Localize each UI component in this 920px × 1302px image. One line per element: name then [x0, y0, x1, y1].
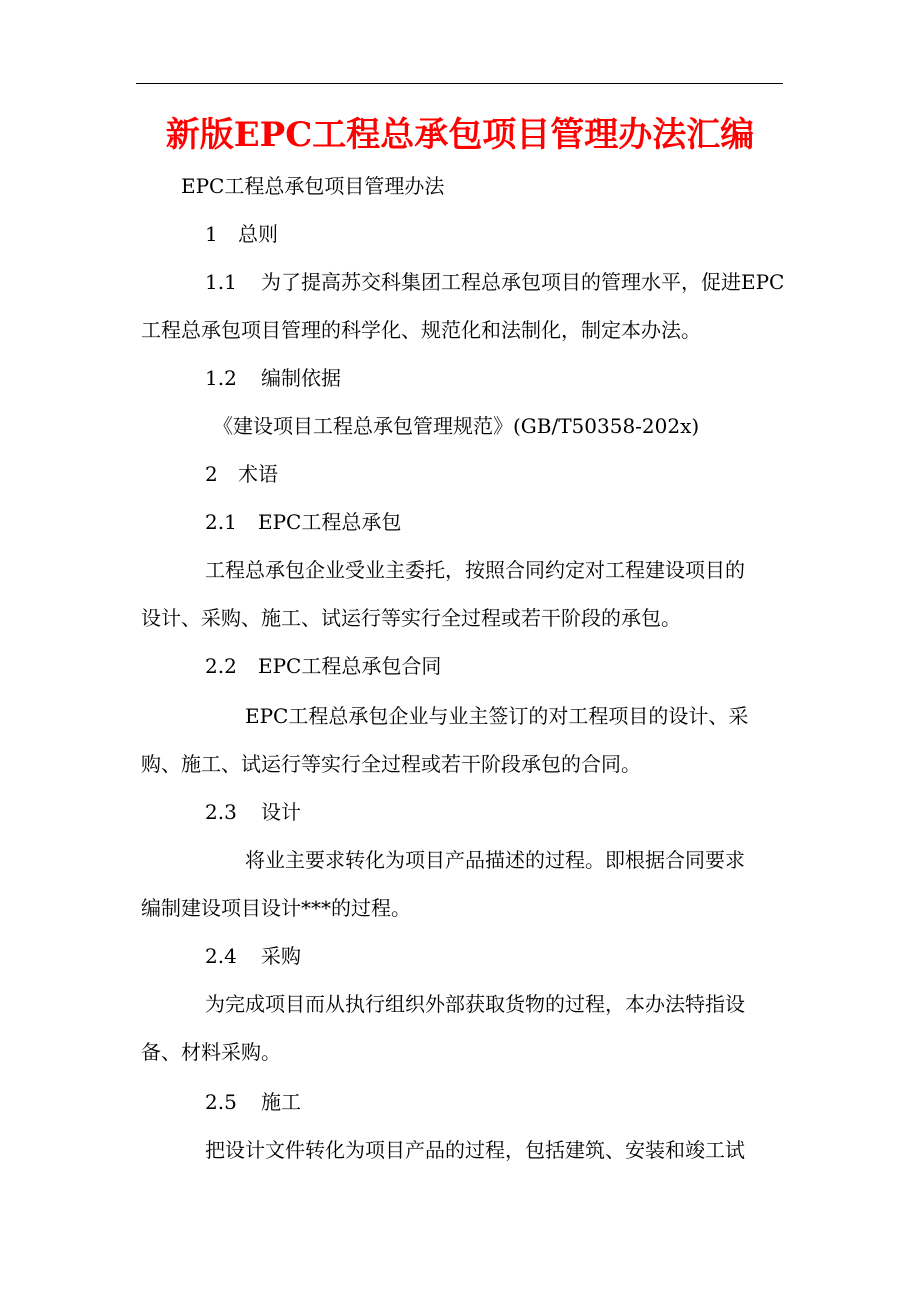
section-number: 2 — [205, 462, 218, 486]
clause-2-5-heading — [205, 1088, 301, 1116]
clause-1-2-text: 《建设项目工程总承包管理规范》(GB/T50358-202x) — [213, 414, 700, 438]
clause-2-4-line-2: 备、材料采购。 — [141, 1040, 281, 1064]
clause-2-2-heading — [205, 652, 441, 680]
clause-label: 施工 — [261, 1090, 301, 1114]
clause-number: 1.1 — [205, 270, 237, 294]
clause-2-1-line-2: 设计、采购、施工、试运行等实行全过程或若干阶段的承包。 — [141, 606, 681, 630]
clause-label: 编制依据 — [261, 366, 341, 390]
section-label: 术语 — [238, 462, 278, 486]
clause-number: 2.4 — [205, 944, 237, 968]
clause-label: EPC工程总承包合同 — [258, 654, 442, 678]
clause-text: 为了提高苏交科集团工程总承包项目的管理水平，促进EPC — [261, 270, 785, 294]
clause-2-2-line-2: 购、施工、试运行等实行全过程或若干阶段承包的合同。 — [141, 752, 641, 776]
clause-2-3-heading — [205, 798, 301, 826]
clause-2-1-line-1: 工程总承包企业受业主委托，按照合同约定对工程建设项目的 — [205, 558, 745, 582]
clause-2-3-line-2: 编制建设项目设计***的过程。 — [141, 896, 411, 920]
document-subtitle: EPC工程总承包项目管理办法 — [181, 174, 445, 198]
clause-number: 2.5 — [205, 1090, 237, 1114]
header-rule — [136, 83, 783, 84]
clause-1-1-line-1 — [205, 268, 784, 296]
document-title: 新版EPC工程总承包项目管理办法汇编 — [165, 115, 755, 155]
clause-1-2-heading — [205, 364, 341, 392]
section-number: 1 — [205, 222, 218, 246]
clause-1-1-line-2: 工程总承包项目管理的科学化、规范化和法制化，制定本办法。 — [141, 318, 701, 342]
clause-2-2-line-1: EPC工程总承包企业与业主签订的对工程项目的设计、采 — [245, 704, 749, 728]
clause-2-1-heading — [205, 508, 401, 536]
clause-2-5-line-1: 把设计文件转化为项目产品的过程，包括建筑、安装和竣工试 — [205, 1138, 745, 1162]
section-label: 总则 — [238, 222, 278, 246]
clause-2-3-line-1: 将业主要求转化为项目产品描述的过程。即根据合同要求 — [245, 848, 745, 872]
clause-number: 2.3 — [205, 800, 237, 824]
clause-label: 采购 — [261, 944, 301, 968]
clause-number: 2.2 — [205, 654, 237, 678]
clause-label: 设计 — [261, 800, 301, 824]
clause-2-4-line-1: 为完成项目而从执行组织外部获取货物的过程，本办法特指设 — [205, 992, 745, 1016]
section-2-heading — [205, 460, 278, 488]
clause-2-4-heading — [205, 942, 301, 970]
clause-number: 1.2 — [205, 366, 237, 390]
clause-number: 2.1 — [205, 510, 237, 534]
section-1-heading — [205, 220, 278, 248]
clause-label: EPC工程总承包 — [258, 510, 402, 534]
